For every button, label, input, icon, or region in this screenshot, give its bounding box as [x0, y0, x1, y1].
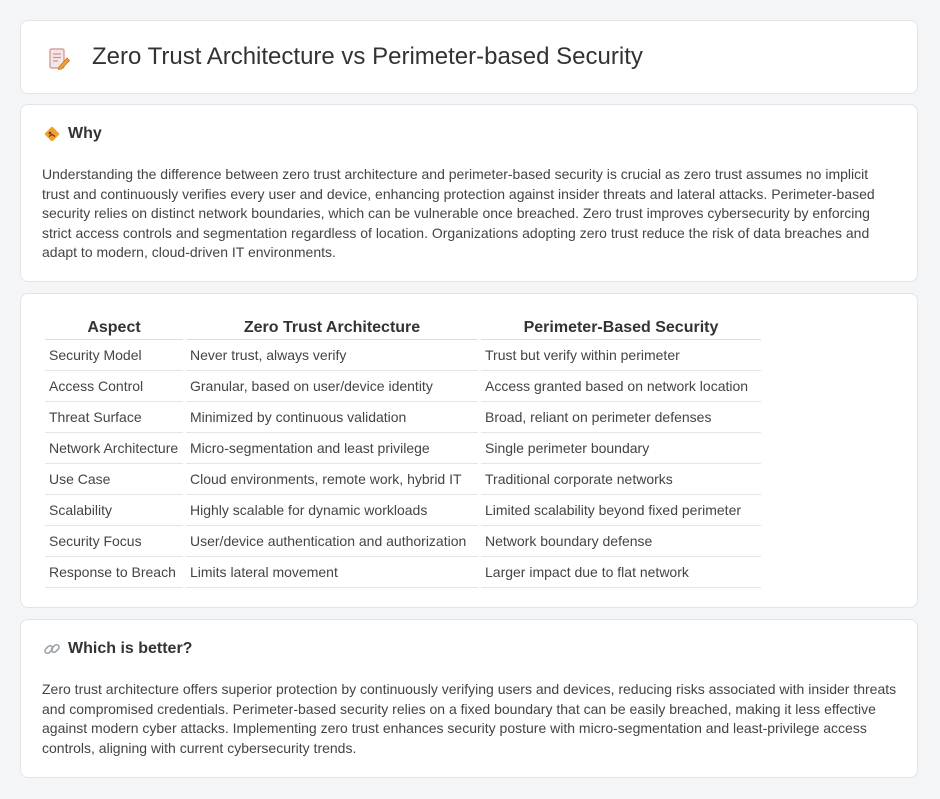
table-cell: Traditional corporate networks — [481, 464, 761, 495]
table-cell: Trust but verify within perimeter — [481, 340, 761, 371]
table-cell: Security Model — [45, 340, 183, 371]
table-cell: Security Focus — [45, 526, 183, 557]
table-cell: Minimized by continuous validation — [186, 402, 478, 433]
table-header-row — [45, 316, 761, 340]
table-cell: Limited scalability beyond fixed perimeter — [481, 495, 761, 526]
table-cell: Access Control — [45, 371, 183, 402]
table-row — [45, 557, 761, 588]
table-cell: Access granted based on network location — [481, 371, 761, 402]
table-cell: Cloud environments, remote work, hybrid IT — [186, 464, 478, 495]
which-is-better-section — [20, 619, 918, 778]
table-cell: Use Case — [45, 464, 183, 495]
diamond-sign-icon — [43, 125, 61, 143]
table-cell: Scalability — [45, 495, 183, 526]
column-header: Perimeter-Based Security — [481, 316, 761, 340]
table-cell: Highly scalable for dynamic workloads — [186, 495, 478, 526]
table-cell: User/device authentication and authorization — [186, 526, 478, 557]
table-row — [45, 526, 761, 557]
table-cell: Network boundary defense — [481, 526, 761, 557]
table-cell: Larger impact due to flat network — [481, 557, 761, 588]
table-row — [45, 340, 761, 371]
table-row — [45, 402, 761, 433]
column-header: Aspect — [45, 316, 183, 340]
table-cell: Never trust, always verify — [186, 340, 478, 371]
table-row — [45, 464, 761, 495]
why-text: Understanding the difference between zero trust architecture and perimeter-based security is crucial as zero trust assumes no implicit trust and continuously verifies every user and device, enhancing protection against insider threats and lateral attacks. Perimeter-based security relies on distinct network boundaries, which can be vulnerable once breached. Zero trust improves cybersecurity by enforcing strict access controls and segmentation regardless of location. Organizations adopting zero trust reduce the risk of data breaches and adapt to modern, cloud-driven IT environments. — [42, 166, 875, 261]
comparison-table — [42, 316, 764, 588]
why-heading: Why — [68, 125, 102, 142]
table-cell: Micro-segmentation and least privilege — [186, 433, 478, 464]
table-cell: Broad, reliant on perimeter defenses — [481, 402, 761, 433]
table-cell: Threat Surface — [45, 402, 183, 433]
table-cell: Granular, based on user/device identity — [186, 371, 478, 402]
page-title: Zero Trust Architecture vs Perimeter-based Security — [92, 43, 643, 70]
table-cell: Limits lateral movement — [186, 557, 478, 588]
table-row — [45, 371, 761, 402]
comparison-section — [20, 293, 918, 608]
table-cell: Response to Breach — [45, 557, 183, 588]
column-header: Zero Trust Architecture — [186, 316, 478, 340]
better-heading: Which is better? — [68, 640, 193, 657]
link-icon — [43, 640, 61, 658]
table-row — [45, 433, 761, 464]
why-section — [20, 104, 918, 282]
better-text: Zero trust architecture offers superior protection by continuously verifying users and devices, reducing risks associated with insider threats and compromised credentials. Perimeter-based security relies on a fixed boundary that can be easily breached, making it less effective against modern cyber attacks. Implementing zero trust enhances security posture with micro-segmentation and least-privilege access controls, aligning with current cybersecurity trends. — [42, 681, 897, 756]
table-cell: Network Architecture — [45, 433, 183, 464]
title-card — [20, 20, 918, 94]
document-pencil-icon — [47, 47, 71, 71]
table-cell: Single perimeter boundary — [481, 433, 761, 464]
table-row — [45, 495, 761, 526]
